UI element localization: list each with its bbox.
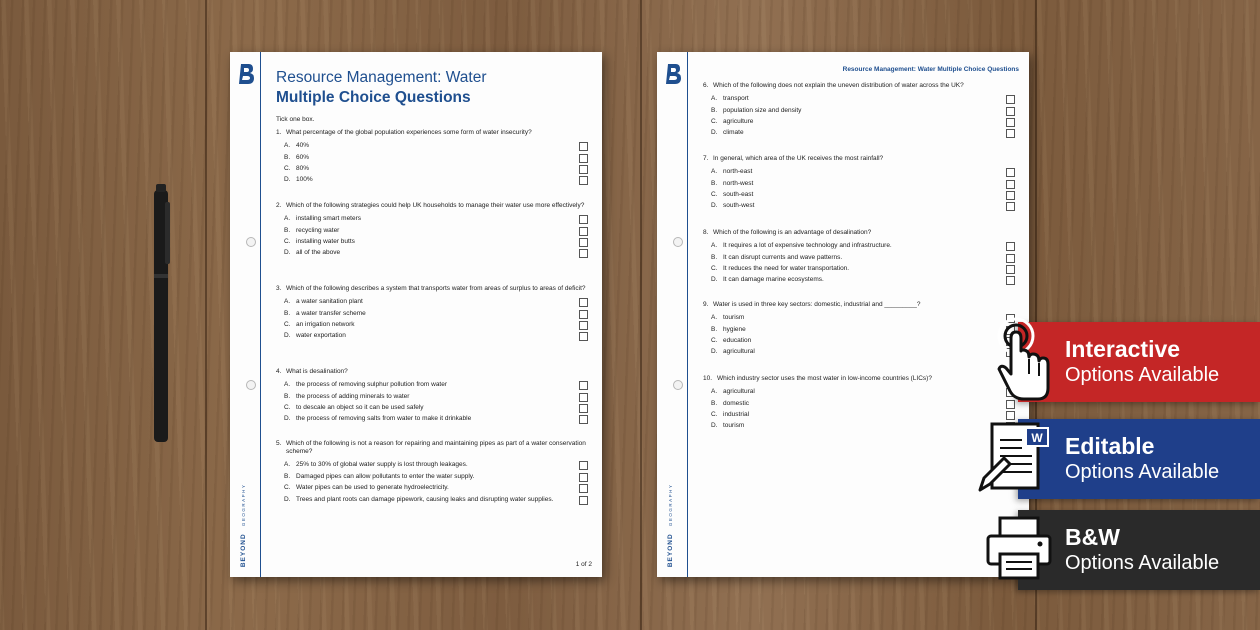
worksheet-page-2 [657, 52, 1029, 577]
answer-checkbox[interactable] [1006, 118, 1015, 127]
bw-options-banner[interactable] [1018, 510, 1260, 590]
worksheet-page-1 [230, 52, 602, 577]
pen-image [150, 184, 172, 446]
banner-subtitle: Options Available [1065, 552, 1220, 574]
answer-option: B. Damaged pipes can allow pollutants to enter the water supply. [276, 473, 588, 481]
answer-option: B. population size and density [703, 107, 1015, 115]
answer-option: B. It can disrupt currents and wave patterns. [703, 254, 1015, 262]
brand-vertical: BEYOND GEOGRAPHY [667, 483, 674, 567]
running-header: Resource Management: Water Multiple Choice Questions [842, 66, 1019, 73]
answer-option: A. the process of removing sulphur pollution from water [276, 381, 588, 389]
answer-checkbox[interactable] [579, 473, 588, 482]
question-9: 9. Water is used in three key sectors: domestic, industrial and _________? A. tourism B. hygiene C. education D. agricultural [703, 301, 1015, 360]
answer-option: C. 80% [276, 165, 588, 173]
answer-checkbox[interactable] [579, 310, 588, 319]
answer-checkbox[interactable] [579, 461, 588, 470]
answer-option: A. transport [703, 95, 1015, 103]
answer-option: C. an irrigation network [276, 321, 588, 329]
word-document-icon [978, 420, 1056, 496]
answer-checkbox[interactable] [1006, 107, 1015, 116]
answer-checkbox[interactable] [1006, 276, 1015, 285]
answer-option: D. water exportation [276, 332, 588, 340]
answer-option: B. 60% [276, 154, 588, 162]
answer-checkbox[interactable] [1006, 95, 1015, 104]
answer-checkbox[interactable] [1006, 191, 1015, 200]
answer-checkbox[interactable] [1006, 265, 1015, 274]
worksheet-title: Resource Management: Water [276, 69, 487, 86]
answer-checkbox[interactable] [579, 393, 588, 402]
answer-option: B. the process of adding minerals to water [276, 393, 588, 401]
answer-option: A. 40% [276, 142, 588, 150]
punch-hole [673, 237, 683, 247]
svg-text:W: W [1031, 431, 1043, 445]
answer-option: B. north-west [703, 180, 1015, 188]
answer-option: D. Trees and plant roots can damage pipework, causing leaks and disrupting water supplies. [276, 496, 588, 504]
answer-checkbox[interactable] [1006, 411, 1015, 420]
margin-line [260, 52, 261, 577]
worksheet-subtitle: Multiple Choice Questions [276, 89, 471, 106]
question-2: 2. Which of the following strategies could help UK households to manage their water use more effectively? A. installing smart meters B. recycling water C. installing water butts D. all of the above [276, 202, 588, 261]
answer-checkbox[interactable] [1006, 202, 1015, 211]
hand-pointer-icon [996, 316, 1056, 406]
answer-checkbox[interactable] [579, 249, 588, 258]
question-8: 8. Which of the following is an advantage of desalination? A. It requires a lot of expensive technology and infrastructure. B. It can disrupt currents and wave patterns. C. It reduces the need for water transportation. D. It can damage marine ecosystems. [703, 229, 1015, 288]
answer-option: C. industrial [703, 411, 1015, 419]
answer-option: B. a water transfer scheme [276, 310, 588, 318]
answer-option: D. south-west [703, 202, 1015, 210]
answer-option: C. education [703, 337, 1015, 345]
answer-checkbox[interactable] [579, 165, 588, 174]
punch-hole [246, 380, 256, 390]
answer-option: C. It reduces the need for water transportation. [703, 265, 1015, 273]
question-10: 10. Which industry sector uses the most water in low-income countries (LICs)? A. agricultural B. domestic C. industrial D. tourism [703, 375, 1015, 434]
answer-option: A. a water sanitation plant [276, 298, 588, 306]
answer-option: C. installing water butts [276, 238, 588, 246]
answer-option: D. climate [703, 129, 1015, 137]
banner-title: Interactive [1065, 336, 1181, 362]
answer-checkbox[interactable] [579, 496, 588, 505]
question-5: 5. Which of the following is not a reason for repairing and maintaining pipes as part of a water conservation scheme? A. 25% to 30% of global water supply is lost through leakages. B. Damaged pipes can allow pollutants to enter the water supply. C. Water pipes can be used to generate hydroelectricity. D. Trees and plant roots can damage pipework, causing leaks and disrupting water supplies. [276, 440, 588, 507]
answer-option: C. agriculture [703, 118, 1015, 126]
printer-icon [984, 512, 1054, 582]
page-number: 1 of 2 [575, 561, 592, 568]
answer-checkbox[interactable] [579, 484, 588, 493]
answer-option: D. the process of removing salts from water to make it drinkable [276, 415, 588, 423]
answer-checkbox[interactable] [1006, 129, 1015, 138]
answer-option: D. agricultural [703, 348, 1015, 356]
answer-option: A. It requires a lot of expensive technology and infrastructure. [703, 242, 1015, 250]
answer-option: A. installing smart meters [276, 215, 588, 223]
answer-option: C. Water pipes can be used to generate hydroelectricity. [276, 484, 588, 492]
punch-hole [246, 237, 256, 247]
banner-title: B&W [1065, 524, 1120, 550]
answer-option: A. 25% to 30% of global water supply is lost through leakages. [276, 461, 588, 469]
beyond-logo-icon [665, 63, 681, 85]
answer-option: B. recycling water [276, 227, 588, 235]
question-1: 1. What percentage of the global population experiences some form of water insecurity? A. 40% B. 60% C. 80% D. 100% [276, 129, 588, 188]
answer-checkbox[interactable] [579, 176, 588, 185]
banner-subtitle: Options Available [1065, 461, 1220, 483]
answer-checkbox[interactable] [579, 142, 588, 151]
answer-option: D. tourism [703, 422, 1015, 430]
banner-title: Editable [1065, 433, 1155, 459]
answer-checkbox[interactable] [579, 332, 588, 341]
answer-option: A. agricultural [703, 388, 1015, 396]
question-6: 6. Which of the following does not explain the uneven distribution of water across the UK? A. transport B. population size and density C. agriculture D. climate [703, 82, 1015, 141]
answer-checkbox[interactable] [1006, 242, 1015, 251]
answer-checkbox[interactable] [579, 238, 588, 247]
answer-checkbox[interactable] [579, 381, 588, 390]
brand-vertical: BEYOND GEOGRAPHY [240, 483, 247, 567]
punch-hole [673, 380, 683, 390]
answer-option: B. hygiene [703, 326, 1015, 334]
instruction-text: Tick one box. [276, 116, 315, 123]
answer-checkbox[interactable] [579, 404, 588, 413]
answer-option: D. It can damage marine ecosystems. [703, 276, 1015, 284]
answer-option: D. 100% [276, 176, 588, 184]
answer-checkbox[interactable] [579, 321, 588, 330]
answer-checkbox[interactable] [579, 298, 588, 307]
answer-checkbox[interactable] [1006, 168, 1015, 177]
answer-option: C. to descale an object so it can be used safely [276, 404, 588, 412]
beyond-logo-icon [238, 63, 254, 85]
answer-checkbox[interactable] [579, 227, 588, 236]
question-7: 7. In general, which area of the UK receives the most rainfall? A. north-east B. north-west C. south-east D. south-west [703, 155, 1015, 214]
answer-option: C. south-east [703, 191, 1015, 199]
answer-checkbox[interactable] [1006, 180, 1015, 189]
question-4: 4. What is desalination? A. the process of removing sulphur pollution from water B. the process of adding minerals to water C. to descale an object so it can be used safely D. the process of removing salts from water to make it drinkable [276, 368, 588, 427]
answer-option: A. north-east [703, 168, 1015, 176]
margin-line [687, 52, 688, 577]
answer-option: A. tourism [703, 314, 1015, 322]
answer-checkbox[interactable] [579, 154, 588, 163]
question-3: 3. Which of the following describes a system that transports water from areas of surplus to areas of deficit? A. a water sanitation plant B. a water transfer scheme C. an irrigation network D. water exportation [276, 285, 588, 344]
answer-option: D. all of the above [276, 249, 588, 257]
answer-checkbox[interactable] [579, 415, 588, 424]
answer-checkbox[interactable] [579, 215, 588, 224]
banner-subtitle: Options Available [1065, 364, 1220, 386]
answer-checkbox[interactable] [1006, 254, 1015, 263]
answer-option: B. domestic [703, 400, 1015, 408]
